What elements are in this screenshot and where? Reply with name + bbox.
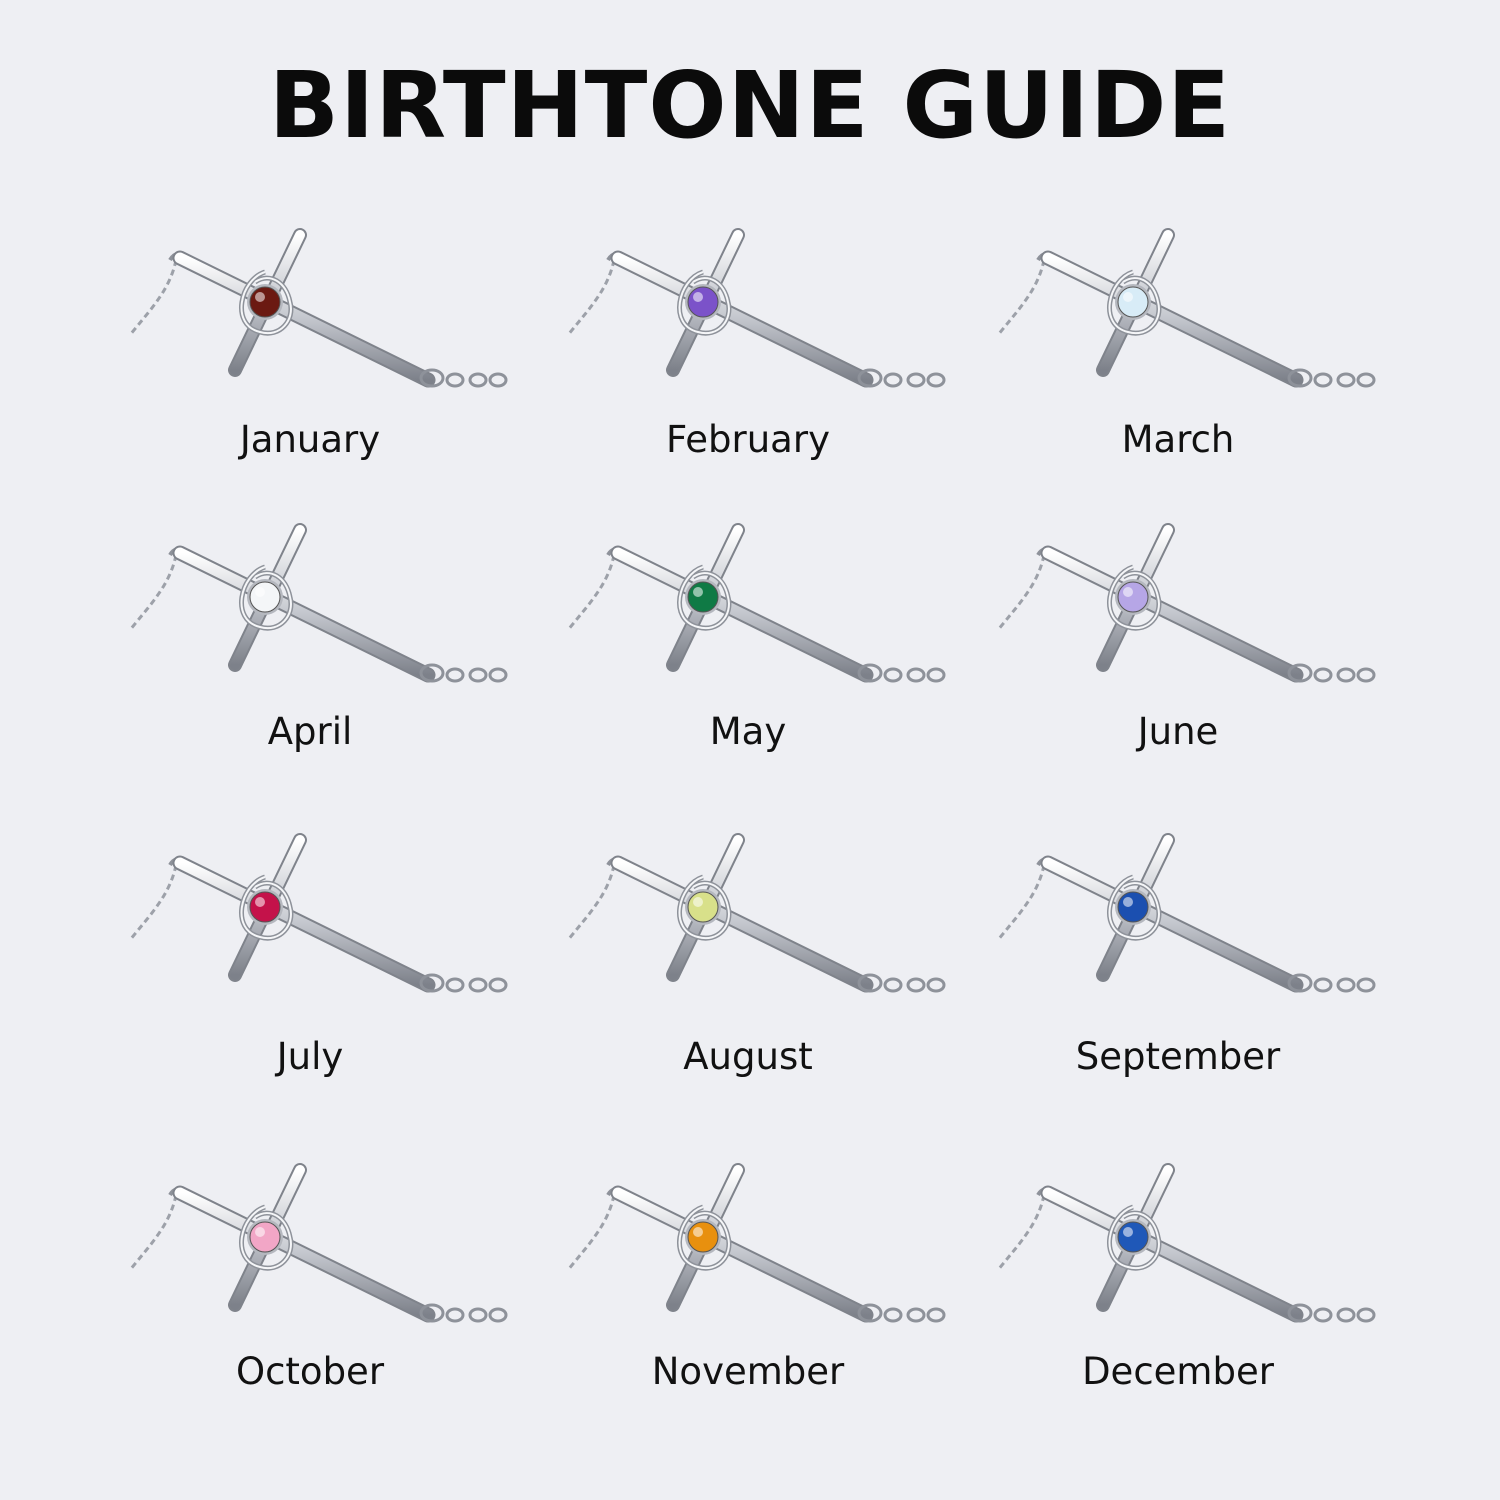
birthstone bbox=[250, 1222, 280, 1252]
cross-necklace-icon bbox=[548, 825, 948, 1005]
birthstone-card-november bbox=[548, 1155, 948, 1415]
month-label: January bbox=[239, 418, 381, 461]
cross-necklace-icon bbox=[978, 220, 1378, 400]
cross-necklace-icon bbox=[548, 515, 948, 695]
cross-necklace-icon bbox=[110, 825, 510, 1005]
month-label: April bbox=[267, 710, 353, 753]
birthstone bbox=[688, 1222, 718, 1252]
birthstone bbox=[1118, 892, 1148, 922]
cross-necklace-icon bbox=[978, 825, 1378, 1005]
cross-necklace-icon bbox=[548, 220, 948, 400]
birthstone bbox=[1118, 1222, 1148, 1252]
birthstone bbox=[250, 582, 280, 612]
birthstone bbox=[688, 892, 718, 922]
birthstone bbox=[688, 582, 718, 612]
birthstone bbox=[1118, 287, 1148, 317]
month-label: March bbox=[1121, 418, 1235, 461]
birthstone-card-january bbox=[110, 220, 510, 480]
month-label: September bbox=[1075, 1035, 1281, 1078]
birthstone-card-august bbox=[548, 825, 948, 1085]
birthstone-card-may bbox=[548, 515, 948, 775]
birthstone-card-march bbox=[978, 220, 1378, 480]
birthstone-card-december bbox=[978, 1155, 1378, 1415]
cross-necklace-icon bbox=[978, 515, 1378, 695]
month-label: December bbox=[1082, 1350, 1274, 1393]
month-label: February bbox=[666, 418, 830, 461]
birthstone-card-february bbox=[548, 220, 948, 480]
cross-necklace-icon bbox=[110, 220, 510, 400]
birthstone bbox=[250, 892, 280, 922]
month-label: August bbox=[683, 1035, 813, 1078]
birthstone-card-september bbox=[978, 825, 1378, 1085]
birthstone-card-july bbox=[110, 825, 510, 1085]
month-label: October bbox=[235, 1350, 385, 1393]
cross-necklace-icon bbox=[978, 1155, 1378, 1335]
birthstone bbox=[250, 287, 280, 317]
cross-necklace-icon bbox=[110, 1155, 510, 1335]
cross-necklace-icon bbox=[548, 1155, 948, 1335]
page-title: BIRTHTONE GUIDE bbox=[268, 52, 1232, 159]
month-label: July bbox=[276, 1035, 344, 1078]
month-label: May bbox=[709, 710, 787, 753]
month-label: November bbox=[651, 1350, 845, 1393]
birthstone-card-april bbox=[110, 515, 510, 775]
birthstone bbox=[688, 287, 718, 317]
birthstone-card-june bbox=[978, 515, 1378, 775]
cross-necklace-icon bbox=[110, 515, 510, 695]
birthstone-card-october bbox=[110, 1155, 510, 1415]
month-label: June bbox=[1137, 710, 1219, 753]
birthstone bbox=[1118, 582, 1148, 612]
